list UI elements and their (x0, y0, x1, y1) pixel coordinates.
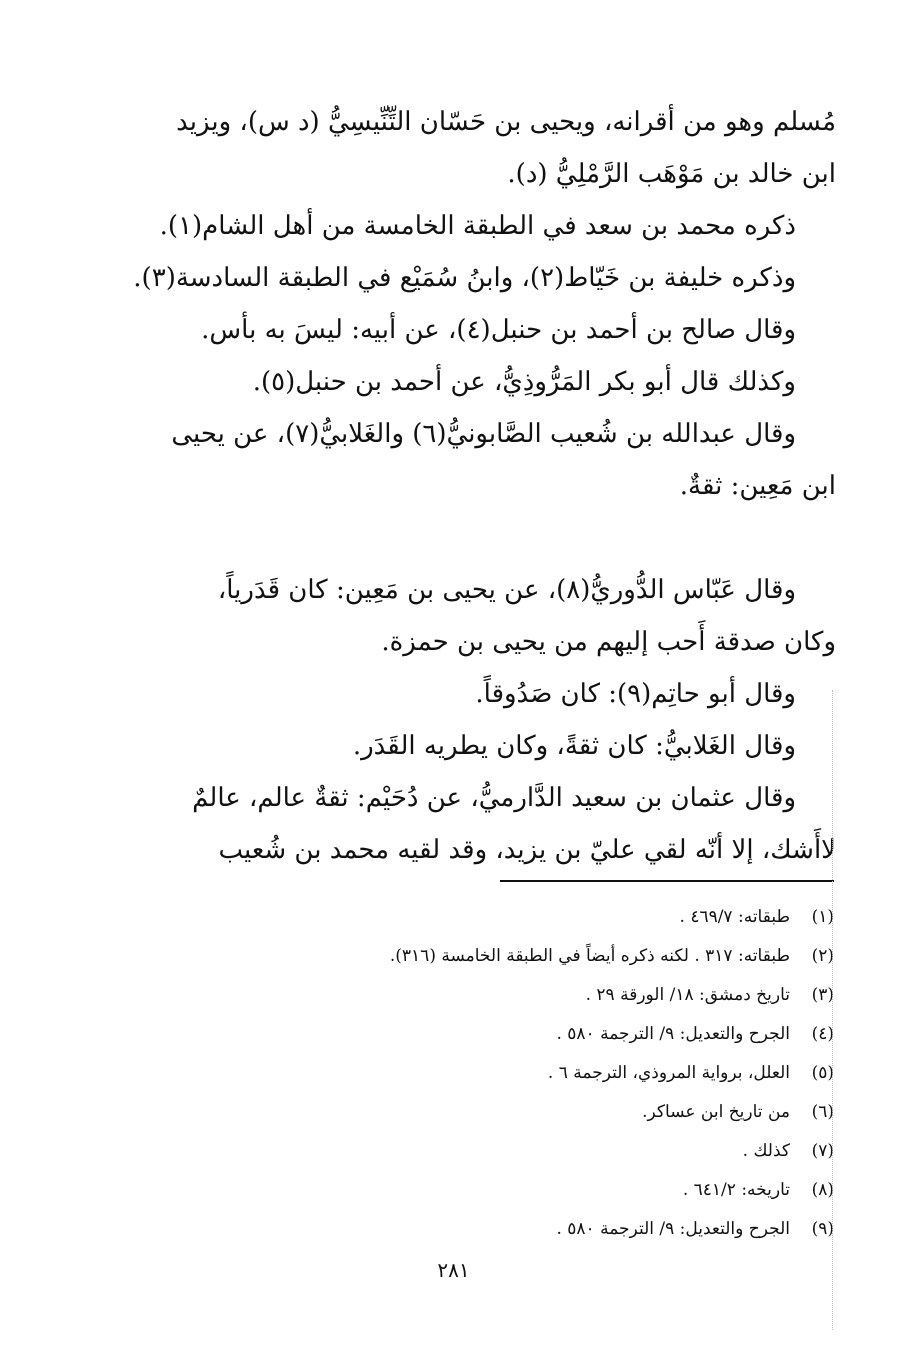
paragraph-9 (128, 720, 836, 772)
text-line: مُسلم وهو من أقرانه، ويحيى بن حَسّان التِّنِّيسِيُّ (د س)، ويزيد (176, 107, 836, 137)
footnote-number: (٩) (811, 1219, 834, 1239)
paragraph-2 (128, 200, 836, 252)
footnote (200, 937, 834, 976)
footnote (200, 1093, 834, 1132)
paragraph-1 (128, 96, 836, 200)
scan-edge-line (832, 690, 833, 1330)
footnotes (200, 898, 834, 1249)
footnote-text: طبقاته: ٤٦٩/٧ . (679, 907, 790, 927)
footnote-text: من تاريخ ابن عساكر. (642, 1102, 790, 1122)
text-line: وقال عثمان بن سعيد الدَّارميُّ، عن دُحَيْم: ثقةٌ عالم، عالمٌ (192, 783, 796, 813)
text-line: ابن خالد بن مَوْهَب الرَّمْلِيُّ (د). (507, 159, 836, 189)
footnote (200, 1015, 834, 1054)
paragraph-6 (128, 408, 836, 512)
text-line: ابن مَعِين: ثقةٌ. (679, 471, 836, 501)
text-line: وكذلك قال أبو بكر المَرُّوذِيُّ، عن أحمد بن حنبل(٥). (252, 367, 796, 397)
footnote (200, 1054, 834, 1093)
paragraph-gap (128, 512, 836, 564)
text-line: لاأَشك، إلا أنّه لقي عليّ بن يزيد، وقد لقيه محمد بن شُعيب (218, 835, 836, 865)
footnote-separator (500, 880, 834, 882)
footnote (200, 1132, 834, 1171)
footnote-number: (٣) (811, 985, 834, 1005)
footnote (200, 1210, 834, 1249)
footnote-text: كذلك . (742, 1141, 790, 1161)
paragraph-4 (128, 304, 836, 356)
text-line: وقال الغَلابيُّ: كان ثقةً، وكان يطريه القَدَر. (352, 731, 796, 761)
text-line: وقال أبو حاتِم(٩): كان صَدُوقاً. (475, 679, 796, 709)
footnote-number: (٦) (811, 1102, 834, 1122)
footnote-text: العلل، برواية المروذي، الترجمة ٦ . (547, 1063, 790, 1083)
footnote-number: (٢) (811, 946, 834, 966)
text-line: وقال عبدالله بن شُعيب الصَّابونيُّ(٦) والغَلابيُّ(٧)، عن يحيى (171, 419, 796, 449)
footnote-text: تاريخه: ٦٤١/٢ . (682, 1180, 790, 1200)
footnote (200, 898, 834, 937)
footnote-number: (٤) (811, 1024, 834, 1044)
footnote-text: الجرح والتعديل: ٩/ الترجمة ٥٨٠ . (556, 1024, 790, 1044)
text-line: ذكره محمد بن سعد في الطبقة الخامسة من أهل الشام(١). (159, 211, 796, 241)
footnote-text: طبقاته: ٣١٧ . لكنه ذكره أيضاً في الطبقة الخامسة (٣١٦). (389, 946, 790, 966)
footnote-number: (٨) (811, 1180, 834, 1200)
paragraph-8 (128, 668, 836, 720)
text-line: وذكره خليفة بن خَيّاط(٢)، وابنُ سُمَيْع في الطبقة السادسة(٣). (133, 263, 796, 293)
paragraph-10 (128, 772, 836, 876)
page-number: ٢٨١ (437, 1258, 470, 1282)
footnote-number: (٥) (811, 1063, 834, 1083)
footnote-number: (١) (811, 907, 834, 927)
text-line: وكان صدقة أَحب إليهم من يحيى بن حمزة. (381, 627, 836, 657)
footnote (200, 1171, 834, 1210)
main-text (128, 96, 836, 876)
text-line: وقال عَبّاس الدُّوريُّ(٨)، عن يحيى بن مَعِين: كان قَدَرياً، (217, 575, 796, 605)
paragraph-5 (128, 356, 836, 408)
text-line: وقال صالح بن أحمد بن حنبل(٤)، عن أبيه: ليسَ به بأس. (201, 315, 796, 345)
paragraph-3 (128, 252, 836, 304)
paragraph-7 (128, 564, 836, 668)
footnote (200, 976, 834, 1015)
footnote-text: تاريخ دمشق: ١٨/ الورقة ٢٩ . (585, 985, 790, 1005)
footnote-number: (٧) (811, 1141, 834, 1161)
footnote-text: الجرح والتعديل: ٩/ الترجمة ٥٨٠ . (556, 1219, 790, 1239)
